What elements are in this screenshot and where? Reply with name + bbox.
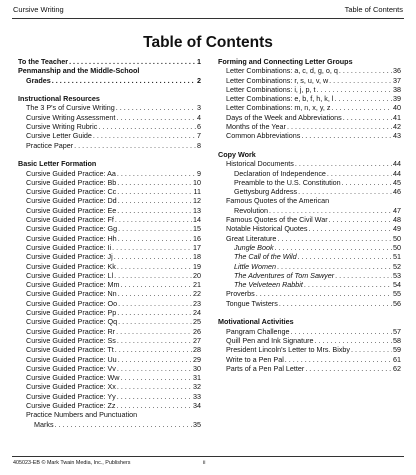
- toc-entry-title: Historical Documents: [226, 159, 294, 169]
- toc-entry: [218, 252, 401, 261]
- toc-section-heading: Forming and Connecting Letter Groups: [218, 57, 353, 66]
- dot-leader: [112, 243, 192, 252]
- toc-page-number: 22: [193, 289, 201, 299]
- toc-page-number: 9: [197, 168, 201, 178]
- toc-section-heading: Motivational Activities: [218, 317, 294, 327]
- toc-page-number: 24: [193, 308, 201, 318]
- toc-page-number: 51: [393, 252, 401, 262]
- toc-entry: [18, 103, 201, 112]
- dot-leader: [93, 131, 196, 140]
- toc-entry: [218, 355, 401, 364]
- toc-entry-continued: Practice Numbers and Punctuation: [26, 410, 138, 420]
- toc-entry-title: The Adventures of Tom Sawyer: [234, 270, 335, 280]
- toc-entry-title: Letter Combinations: i, j, p, t: [226, 84, 316, 94]
- dot-leader: [351, 345, 392, 354]
- toc-entry-title: Common Abbreviations: [226, 131, 301, 141]
- toc-page-number: 2: [197, 75, 201, 85]
- dot-leader: [55, 420, 192, 429]
- dot-leader: [118, 234, 192, 243]
- dot-leader: [114, 271, 192, 280]
- toc-entry-title: Cursive Guided Practice: Cc: [26, 187, 117, 197]
- toc-page-number: 16: [193, 233, 201, 243]
- section-gap: [218, 308, 401, 317]
- toc-page-number: 1: [197, 57, 201, 66]
- toc-entry-title: Cursive Guided Practice: Ww: [26, 373, 120, 383]
- dot-leader: [115, 215, 192, 224]
- toc-entry-title: Letter Combinations: r, s, u, v, w: [226, 75, 329, 85]
- toc-entry-title: Cursive Guided Practice: Qq: [26, 317, 118, 327]
- toc-entry: [18, 234, 201, 243]
- toc-entry: [218, 113, 401, 122]
- dot-leader: [115, 345, 192, 354]
- dot-leader: [298, 187, 392, 196]
- dot-leader: [334, 94, 392, 103]
- dot-leader: [279, 299, 392, 308]
- toc-entry-title: Cursive Writing Rubric: [26, 122, 98, 132]
- section-gap: [18, 150, 201, 159]
- toc-entry: [218, 122, 401, 131]
- dot-leader: [298, 252, 392, 261]
- dot-leader: [329, 215, 392, 224]
- toc-entry-title: Cursive Guided Practice: Uu: [26, 354, 117, 364]
- dot-leader: [117, 178, 192, 187]
- toc-entry: [18, 401, 201, 410]
- toc-entry-title: Practice Paper: [26, 140, 74, 150]
- toc-entry-title: Cursive Guided Practice: Oo: [26, 298, 118, 308]
- toc-entry: [18, 308, 201, 317]
- toc-page-number: 21: [193, 280, 201, 290]
- toc-entry: [218, 262, 401, 271]
- toc-page-number: 27: [193, 335, 201, 345]
- dot-leader: [317, 85, 393, 94]
- toc-entry-title: Cursive Guided Practice: Tt: [26, 345, 114, 355]
- toc-page-number: 7: [197, 131, 201, 141]
- dot-leader: [327, 169, 392, 178]
- toc-entry: [218, 327, 401, 336]
- toc-page-number: 11: [193, 187, 201, 197]
- toc-entry: [218, 206, 401, 215]
- toc-page-number: 31: [193, 373, 201, 383]
- toc-page-number: 10: [193, 177, 201, 187]
- toc-entry-title: Gettysburg Address: [234, 187, 298, 197]
- dot-leader: [277, 262, 392, 271]
- toc-left-column: [18, 57, 201, 429]
- toc-entry: [218, 234, 401, 243]
- toc-entry-title: Cursive Guided Practice: Ii: [26, 242, 112, 252]
- toc-page-number: 26: [193, 326, 201, 336]
- toc-entry: [18, 187, 201, 196]
- toc-entry-title: Cursive Guided Practice: Gg: [26, 224, 118, 234]
- section-gap: [218, 141, 401, 150]
- toc-entry: [18, 420, 201, 429]
- toc-entry-title: Jungle Book: [234, 242, 274, 252]
- toc-entry: [18, 141, 201, 150]
- dot-leader: [339, 66, 392, 75]
- toc-page-number: 58: [393, 335, 401, 345]
- dot-leader: [335, 271, 392, 280]
- toc-page-number: 32: [193, 382, 201, 392]
- toc-entry-title: Cursive Guided Practice: Zz: [26, 400, 116, 410]
- toc-entry: [18, 206, 201, 215]
- dot-leader: [118, 196, 192, 205]
- dot-leader: [301, 131, 392, 140]
- dot-leader: [117, 262, 192, 271]
- toc-entry-title: The Velveteen Rabbit: [234, 280, 303, 290]
- toc-page-number: 37: [393, 75, 401, 85]
- toc-page-number: 34: [193, 400, 201, 410]
- dot-leader: [275, 243, 392, 252]
- toc-entry: [18, 271, 201, 280]
- dot-leader: [118, 299, 192, 308]
- dot-leader: [116, 401, 192, 410]
- toc-entry-title: Notable Historical Quotes: [226, 224, 308, 234]
- toc-entry-title: Cursive Guided Practice: Nn: [26, 289, 117, 299]
- dot-leader: [118, 224, 192, 233]
- dot-leader: [117, 308, 192, 317]
- toc-entry-title: Marks: [34, 419, 54, 429]
- toc-page-number: 18: [193, 252, 201, 262]
- toc-entry-title: Write to a Pen Pal: [226, 354, 284, 364]
- toc-page-number: 62: [393, 363, 401, 373]
- toc-entry: [218, 159, 401, 168]
- toc-entry: [18, 252, 201, 261]
- toc-page-number: 53: [393, 270, 401, 280]
- toc-page-number: 46: [393, 187, 401, 197]
- toc-entry-title: Tongue Twisters: [226, 298, 278, 308]
- toc-entry-title: Preamble to the U.S. Constitution: [234, 177, 341, 187]
- toc-page-number: 25: [193, 317, 201, 327]
- toc-entry-title: Letter Combinations: e, b, f, h, k, l: [226, 94, 334, 104]
- toc-entry: [18, 355, 201, 364]
- dot-leader: [342, 178, 392, 187]
- dot-leader: [116, 327, 192, 336]
- toc-page-number: 49: [393, 224, 401, 234]
- toc-entry: [218, 76, 401, 85]
- dot-leader: [117, 392, 192, 401]
- toc-page-number: 19: [193, 261, 201, 271]
- toc-page-number: 8: [197, 140, 201, 150]
- toc-entry-title: Cursive Guided Practice: Dd: [26, 196, 117, 206]
- dot-leader: [98, 122, 196, 131]
- toc-page-number: 36: [393, 66, 401, 76]
- toc-entry-title: Days of the Week and Abbreviations: [226, 112, 342, 122]
- dot-leader: [114, 252, 192, 261]
- toc-page-number: 43: [393, 131, 401, 141]
- footer-publisher: 405023-EB © Mark Twain Media, Inc., Publishers: [13, 460, 131, 466]
- dot-leader: [256, 289, 392, 298]
- toc-page-number: 52: [393, 261, 401, 271]
- running-header-right: Table of Contents: [344, 5, 403, 14]
- dot-leader: [305, 364, 392, 373]
- toc-entry: [218, 66, 401, 75]
- header-rule: [12, 18, 404, 19]
- toc-entry: [218, 243, 401, 252]
- toc-entry-title: Cursive Guided Practice: Rr: [26, 326, 116, 336]
- toc-page-number: 30: [193, 363, 201, 373]
- toc-entry: [18, 76, 201, 85]
- dot-leader: [117, 206, 192, 215]
- toc-entry-title: Cursive Writing Assessment: [26, 112, 116, 122]
- toc-entry: [218, 336, 401, 345]
- toc-entry-title: Quill Pen and Ink Signature: [226, 335, 314, 345]
- toc-entry: [18, 299, 201, 308]
- toc-entry-title: Grades: [26, 75, 51, 85]
- toc-page-number: 17: [193, 242, 201, 252]
- toc-entry-title: Declaration of Independence: [234, 168, 326, 178]
- toc-entry: [18, 131, 201, 140]
- toc-entry-title: Cursive Guided Practice: Ll: [26, 270, 114, 280]
- toc-page-number: 14: [193, 215, 201, 225]
- toc-page-number: 59: [393, 345, 401, 355]
- dot-leader: [117, 382, 192, 391]
- toc-entry: [218, 94, 401, 103]
- toc-entry-title: Proverbs: [226, 289, 255, 299]
- dot-leader: [118, 317, 192, 326]
- toc-entry-title: Little Women: [234, 261, 276, 271]
- toc-page-number: 45: [393, 177, 401, 187]
- dot-leader: [343, 113, 392, 122]
- toc-entry-title: President Lincoln's Letter to Mrs. Bixby: [226, 345, 351, 355]
- dot-leader: [116, 103, 196, 112]
- footer-rule: [12, 456, 404, 457]
- toc-section-heading: Instructional Resources: [18, 94, 100, 104]
- toc-entry: [218, 345, 401, 354]
- toc-entry-title: Cursive Guided Practice: Yy: [26, 391, 116, 401]
- toc-entry-title: Parts of a Pen Pal Letter: [226, 363, 305, 373]
- toc-entry: [218, 364, 401, 373]
- toc-entry-title: Cursive Guided Practice: Aa: [26, 168, 116, 178]
- toc-page-number: 50: [393, 233, 401, 243]
- toc-page-number: 48: [393, 215, 401, 225]
- toc-page-number: 29: [193, 354, 201, 364]
- toc-page-number: 6: [197, 122, 201, 132]
- toc-entry: [18, 382, 201, 391]
- toc-page-number: 39: [393, 94, 401, 104]
- toc-page-number: 56: [393, 298, 401, 308]
- toc-entry-continued: Famous Quotes of the American: [226, 196, 330, 206]
- toc-page-number: 54: [393, 280, 401, 290]
- toc-entry-title: Revolution: [234, 205, 268, 215]
- toc-entry-title: Pangram Challenge: [226, 326, 290, 336]
- toc-entry: [18, 373, 201, 382]
- dot-leader: [332, 103, 392, 112]
- toc-entry: [18, 345, 201, 354]
- toc-page-number: 23: [193, 298, 201, 308]
- dot-leader: [52, 76, 196, 85]
- toc-right-column: [218, 57, 401, 373]
- toc-entry-title: Cursive Guided Practice: Mm: [26, 280, 120, 290]
- toc-page-number: 47: [393, 205, 401, 215]
- dot-leader: [74, 141, 196, 150]
- toc-entry: [18, 224, 201, 233]
- toc-entry-title: Cursive Letter Guide: [26, 131, 92, 141]
- dot-leader: [69, 57, 196, 66]
- toc-page-number: 33: [193, 391, 201, 401]
- dot-leader: [291, 327, 392, 336]
- dot-leader: [117, 336, 192, 345]
- toc-page-number: 15: [193, 224, 201, 234]
- toc-entry: [218, 131, 401, 140]
- toc-entry-title: Letter Combinations: a, c, d, g, o, q: [226, 66, 338, 76]
- toc-entry-title: Cursive Guided Practice: Ff: [26, 215, 114, 225]
- toc-entry-title: Cursive Guided Practice: Hh: [26, 233, 117, 243]
- dot-leader: [116, 113, 196, 122]
- section-gap: [18, 85, 201, 94]
- toc-entry-title: Cursive Guided Practice: Bb: [26, 177, 117, 187]
- dot-leader: [117, 169, 196, 178]
- toc-entry: [18, 196, 201, 205]
- toc-entry-title: Cursive Guided Practice: Pp: [26, 308, 117, 318]
- toc-page-number: 13: [193, 205, 201, 215]
- toc-page-number: 28: [193, 345, 201, 355]
- toc-entry-title: Cursive Guided Practice: Vv: [26, 363, 116, 373]
- toc-entry: [18, 364, 201, 373]
- toc-entry-title: The Call of the Wild: [234, 252, 297, 262]
- dot-leader: [120, 280, 192, 289]
- toc-entry: [18, 215, 201, 224]
- toc-page-number: 12: [193, 196, 201, 206]
- toc-page-number: 61: [393, 354, 401, 364]
- toc-entry: [218, 215, 401, 224]
- toc-page-number: 20: [193, 270, 201, 280]
- dot-leader: [117, 187, 192, 196]
- toc-entry-title: Cursive Guided Practice: Kk: [26, 261, 116, 271]
- toc-entry: [18, 262, 201, 271]
- running-header-left: Cursive Writing: [13, 5, 64, 14]
- dot-leader: [295, 159, 392, 168]
- toc-entry: [18, 280, 201, 289]
- toc-page-number: 44: [393, 168, 401, 178]
- toc-entry-title: Letter Combinations: m, n, x, y, z: [226, 103, 331, 113]
- toc-entry: [18, 392, 201, 401]
- dot-leader: [118, 355, 192, 364]
- toc-entry-title: Cursive Guided Practice: Ss: [26, 335, 116, 345]
- toc-section-heading: Copy Work: [218, 149, 256, 159]
- dot-leader: [117, 364, 192, 373]
- toc-entry-title: Cursive Guided Practice: Ee: [26, 205, 117, 215]
- toc-entry: [218, 299, 401, 308]
- dot-leader: [304, 280, 392, 289]
- toc-entry: [18, 113, 201, 122]
- dot-leader: [269, 206, 392, 215]
- toc-entry-title: To the Teacher: [18, 57, 69, 66]
- toc-entry: [18, 169, 201, 178]
- page-title: Table of Contents: [143, 34, 273, 51]
- toc-page-number: 4: [197, 112, 201, 122]
- toc-entry: [18, 289, 201, 298]
- dot-leader: [309, 224, 393, 233]
- dot-leader: [329, 76, 392, 85]
- toc-entry: [18, 57, 201, 66]
- dot-leader: [277, 234, 392, 243]
- toc-entry: [218, 271, 401, 280]
- toc-entry-title: Months of the Year: [226, 122, 286, 132]
- toc-entry: [18, 178, 201, 187]
- toc-page-number: 41: [393, 112, 401, 122]
- toc-entry: [218, 289, 401, 298]
- toc-page-number: 35: [193, 419, 201, 429]
- toc-entry: [18, 243, 201, 252]
- toc-entry-title: The 3 P's of Cursive Writing: [26, 103, 115, 113]
- toc-page-number: 44: [393, 159, 401, 169]
- toc-page-number: 3: [197, 103, 201, 113]
- toc-entry-continued: Penmanship and the Middle-School: [18, 66, 140, 76]
- dot-leader: [120, 373, 192, 382]
- toc-entry: [18, 336, 201, 345]
- toc-page-number: 40: [393, 103, 401, 113]
- toc-page-number: 57: [393, 326, 401, 336]
- toc-entry: [18, 317, 201, 326]
- dot-leader: [118, 289, 192, 298]
- toc-entry-title: Cursive Guided Practice: Jj: [26, 252, 113, 262]
- toc-entry: [18, 327, 201, 336]
- toc-entry-title: Cursive Guided Practice: Xx: [26, 382, 116, 392]
- toc-entry: [218, 169, 401, 178]
- footer-page-number: ii: [203, 460, 206, 466]
- toc-entry: [218, 85, 401, 94]
- dot-leader: [287, 122, 392, 131]
- toc-entry: [218, 103, 401, 112]
- toc-entry: [18, 122, 201, 131]
- toc-section-heading: Basic Letter Formation: [18, 159, 97, 169]
- toc-entry-title: Great Literature: [226, 233, 277, 243]
- toc-page-number: 38: [393, 84, 401, 94]
- toc-entry: [218, 224, 401, 233]
- toc-entry-title: Famous Quotes of the Civil War: [226, 215, 328, 225]
- toc-page-number: 50: [393, 242, 401, 252]
- dot-leader: [285, 355, 392, 364]
- dot-leader: [315, 336, 392, 345]
- toc-page-number: 42: [393, 122, 401, 132]
- toc-entry: [218, 280, 401, 289]
- toc-page-number: 55: [393, 289, 401, 299]
- toc-entry: [218, 187, 401, 196]
- toc-entry: [218, 178, 401, 187]
